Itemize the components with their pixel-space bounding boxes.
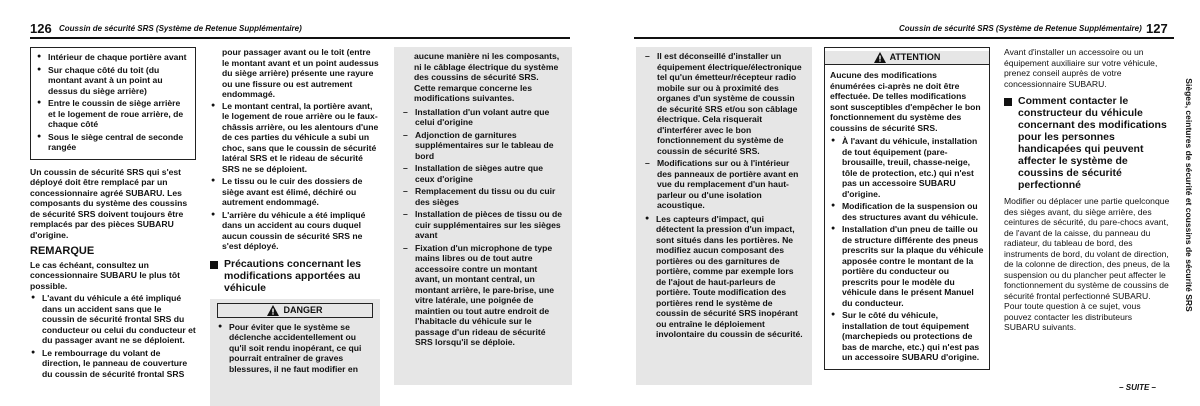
modification-item: – Installation de sièges autre que ceux d'origine — [402, 163, 564, 184]
attention-header — [825, 51, 989, 65]
column-2 — [210, 47, 380, 406]
modification-item: – Installation de pièces de tissu ou de cuir supplémentaires sur les sièges avant — [402, 209, 564, 241]
remark-item: ● L'avant du véhicule a été impliqué dans un accident sans que le coussin de sécurité frontal SRS du conducteur ou celui du conducteur et du passager avant ne se déploient. — [30, 293, 196, 346]
remark-title: REMARQUE — [30, 245, 95, 257]
attention-item: ● Modification de la suspension ou des structures avant du véhicule. — [830, 201, 984, 222]
accessory-advice: Avant d'installer un accessoire ou un équipement auxiliaire sur votre véhicule, prenez conseil auprès de votre concessionnaire SUBARU. — [1004, 47, 1158, 89]
column-5 — [824, 47, 990, 370]
contact-manufacturer-heading: Comment contacter le constructeur du véhicule concernant des modifications pour les personnes handicapées qui peuvent affecter le système de coussins de sécurité perfectionné — [1004, 95, 1170, 191]
column-6 — [1004, 47, 1170, 333]
attention-item: ● À l'avant du véhicule, installation de tout équipement (pare-brousaille, treuil, chasse-neige, tôle de protection, etc.) qui n'est pas un accessoire SUBARU d'origine. — [830, 136, 984, 199]
danger-continuation: aucune manière ni les composants, ni le câblage électrique du système des coussins de sécurité SRS. — [414, 51, 560, 82]
right-page-number: 127 — [1146, 21, 1168, 36]
warning-triangle-icon — [267, 305, 279, 316]
contact-paragraph: Modifier ou déplacer une partie quelconque des sièges avant, du siège arrière, des ceintures de sécurité, du pare-chocs avant, de l'avant de la caisse, du panneau du radiateur, du tableau de bord, des instruments de bord, du volant de direction, de la colonne de direction, des pneus, de la suspension ou du plancher peut affecter le fonctionnement du système de coussins de sécurité frontal perfectionné SUBARU. Pour toute question à ce sujet, vous pouvez contacter les distributeurs SUBARU suivants. — [1004, 196, 1170, 332]
modification-item: – Installation d'un volant autre que celui d'origine — [402, 107, 564, 128]
remark-continuation: pour passager avant ou le toit (entre le montant avant et un point audessus du siège arrière) présente une rayure ou une fissure ou est autrement endommagé. — [222, 47, 379, 99]
remark-item: ● Le montant central, la portière avant, le logement de roue arrière ou le faux-châssis arrière, ou les alentours d'une de ces parties du véhicule a subi un choc, sans que le coussin de sécurité latéral SRS et le rideau de sécurité SRS ne se déploient. — [210, 101, 380, 175]
attention-intro: Aucune des modifications énumérées ci-après ne doit être effectuée. De telles modifications sont susceptibles d'empêcher le bon fonctionnement du système des coussins de sécurité SRS. — [830, 70, 981, 133]
chapter-side-tab — [1178, 80, 1200, 310]
remark-intro: Le cas échéant, consultez un concessionnaire SUBARU le plus tôt possible. — [30, 259, 180, 291]
sensor-warning-item: ● Les capteurs d'impact, qui détectent la pression d'un impact, sont situés dans les portières. Ne modifiez aucun composant des portières ou des garnitures de portière, comme par exemple lors de l'ajout de haut-parleurs de portière. Toute modification des portières rend le système de coussin de sécurité SRS inopérant ou entraîne le déploiement involontaire du coussin de sécurité. — [644, 214, 804, 340]
attention-box — [824, 47, 990, 370]
left-header-title: Coussin de sécurité SRS (Système de Retenue Supplémentaire) — [59, 24, 302, 33]
danger-item: ● Pour éviter que le système se déclenche accidentellement ou qu'il soit rendu inopérant, ce qui pourrait entraîner de graves blessures, il ne faut modifier en — [217, 322, 373, 375]
attention-label: ATTENTION — [889, 52, 941, 62]
danger-box — [210, 299, 380, 406]
danger-header — [217, 303, 373, 318]
box-item: ● Sous le siège central de seconde rangée — [36, 132, 190, 153]
box-item: ● Intérieur de chaque portière avant — [36, 52, 190, 63]
modification-item: – Fixation d'un microphone de type mains libres ou de tout autre accessoire contre un montant avant, un montant central, un montant arrière, le pare-brise, une vitre latérale, une poignée de maintien ou tout autre endroit de l'habitacle du véhicule sur le passage d'un rideau de sécurité SRS lorsqu'il se déploie. — [402, 243, 564, 348]
continued-marker: – SUITE – — [1119, 383, 1156, 392]
modifications-heading: Précautions concernant les modifications apportées au véhicule — [210, 258, 380, 294]
modification-item: – Adjonction de garnitures supplémentaires sur le tableau de bord — [402, 130, 564, 162]
modifications-intro: Cette remarque concerne les modifications suivantes. — [414, 82, 532, 103]
left-page-number: 126 — [30, 21, 52, 36]
warning-triangle-icon — [874, 52, 886, 63]
attention-item: ● Installation d'un pneu de taille ou de structure différente des pneus prescrits sur la plaque du véhicule apposée contre le montant de la portière du conducteur ou prescrits pour le modèle du véhicule dans le présent Manuel du conducteur. — [830, 224, 984, 308]
column-1 — [30, 47, 196, 381]
column-4-danger-continued — [636, 47, 812, 385]
remark-item: ● Le rembourrage du volant de direction, le panneau de couverture du coussin de sécurité frontal SRS — [30, 348, 196, 380]
modification-item: – Modifications sur ou à l'intérieur des panneaux de portière avant en vue du remplacement d'un haut-parleur ou d'une isolation acoustique. — [644, 158, 804, 211]
attention-item: ● Sur le côté du véhicule, installation de tout équipement (marchepieds ou protections de bas de marche, etc.) qui n'est pas un accessoire SUBARU d'origine. — [830, 310, 984, 363]
danger-label: DANGER — [283, 304, 323, 315]
airbag-location-box — [30, 47, 196, 160]
column-3-danger-continued — [394, 47, 572, 385]
box-item: ● Sur chaque côté du toit (du montant avant à un point au dessus du siège arrière) — [36, 65, 190, 97]
replacement-paragraph: Un coussin de sécurité SRS qui s'est déployé doit être remplacé par un concessionnaire agréé SUBARU. Les composants du système des coussins de sécurité SRS doivent toujours être remplacés par des pièces SUBARU d'origine. — [30, 166, 188, 240]
box-item: ● Entre le coussin de siège arrière et le logement de roue arrière, de chaque côté — [36, 98, 190, 130]
remark-item: ● Le tissu ou le cuir des dossiers de siège avant est élimé, déchiré ou autrement endommagé. — [210, 176, 380, 208]
right-header-title: Coussin de sécurité SRS (Système de Retenue Supplémentaire) — [899, 24, 1142, 33]
chapter-side-tab-label: Sièges, ceintures de sécurité et coussins de sécurité SRS — [1184, 78, 1194, 312]
remark-item: ● L'arrière du véhicule a été impliqué dans un accident au cours duquel aucun coussin de sécurité SRS ne s'est déployé. — [210, 210, 380, 252]
modification-item: – Il est déconseillé d'installer un équipement électrique/électronique tel qu'un émetteur/récepteur radio mobile sur ou à proximité des organes d'un système de coussin de sécurité SRS et/ou son câblage électrique. Cela risquerait d'interférer avec le bon fonctionnement du système de coussin de sécurité SRS. — [644, 51, 804, 156]
modification-item: – Remplacement du tissu ou du cuir des sièges — [402, 186, 564, 207]
right-header-rule — [634, 37, 1174, 39]
left-header-rule — [30, 37, 570, 39]
